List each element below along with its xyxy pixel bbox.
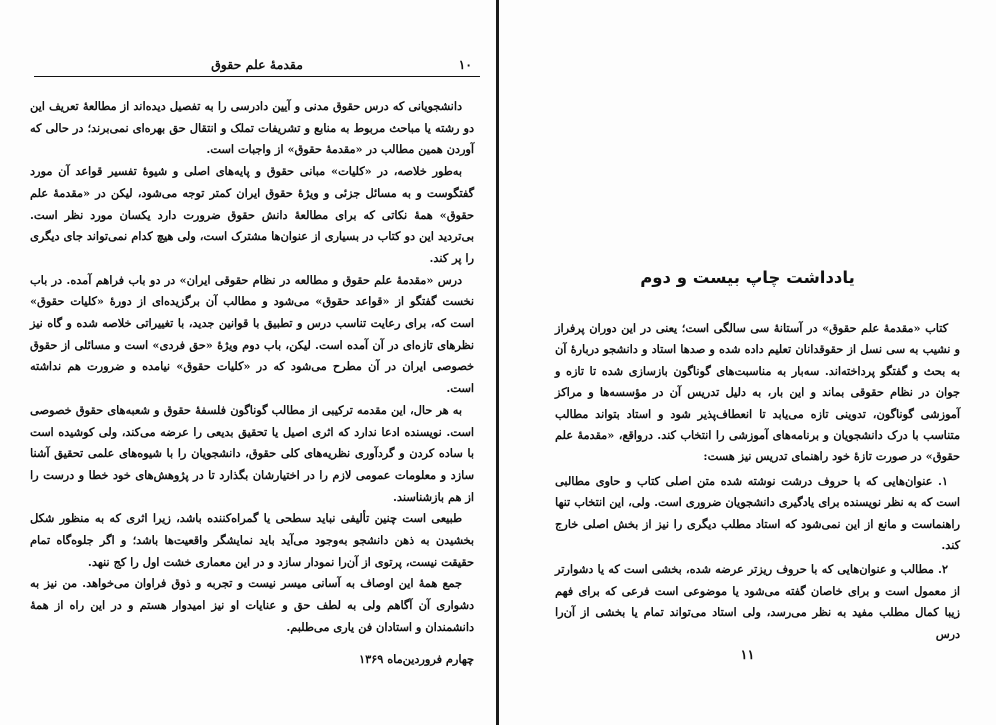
date-signature: چهارم فروردین‌ماه ۱۳۶۹	[359, 652, 474, 666]
paragraph: جمع همهٔ این اوصاف به آسانی میسر نیست و تجربه و ذوق فراوان می‌خواهد. من نیز به دشواری آن آگاهم ولی به لطف حق و عنایات او نیز امیدوار هستم و در این راه از همهٔ دانشمندان و استادان فن یاری می‌طلبم.	[30, 576, 474, 634]
section-title: یادداشت چاپ بیست و دوم	[640, 268, 855, 287]
page-number: ۱۱	[740, 648, 755, 663]
paragraph: به هر حال، این مقدمه ترکیبی از مطالب گوناگون فلسفهٔ حقوق و شعبه‌های حقوق خصوصی است. نویسنده ادعا ندارد که اثری اصیل یا تحقیق بدیعی را عرضه می‌کند، ولی کوشیده است با ساده کردن و گردآوری نظریه‌های کلی حقوق، دانشجویان را با شیوه‌های علمی تحقیق آشنا سازد و معلومات عمومی لازم را در اختیارشان بگذارد تا در پژوهش‌های خود خطا و درست را از هم بازشناسند.	[30, 402, 474, 504]
paragraph: طبیعی است چنین تألیفی نباید سطحی یا گمراه‌کننده باشد، زیرا اثری که به منظور شکل بخشیدن به ذهن دانشجو به‌وجود می‌آید باید نمایشگر واقعیت‌ها باشد؛ و اگر جلوه‌گاه تمام حقیقت نیست، پرتوی از آن‌را نمودار سازد و در این معماری خشت اول را کج ننهد.	[30, 511, 474, 569]
left-page	[0, 0, 496, 725]
running-title: مقدمهٔ علم حقوق	[211, 57, 303, 72]
list-item: ۱. عنوان‌هایی که با حروف درشت نوشته شده متن اصلی کتاب و حاوی مطالبی است که به نظر نویسنده برای یادگیری دانشجویان ضروری است. ولی، این انتخاب تنها راهنماست و مانع از این نمی‌شود که استاد مطلب دیگری را نیز از بخش اصلی خارج کند.	[555, 473, 960, 553]
running-header	[34, 56, 480, 77]
body-text	[555, 318, 960, 645]
list-item: ۲. مطالب و عنوان‌هایی که با حروف ریزتر عرضه شده، بخشی است که یا دشوارتر از معمول است و برای خاصان گفته می‌شود یا موضوعی است فرعی که برای فهم زیبا کمال مطلب مفید به نظر می‌رسد، ولی استاد می‌تواند تمام یا بخشی از آن‌را درس	[555, 562, 960, 641]
page-number: ١٠	[458, 57, 472, 72]
body-text	[30, 96, 474, 639]
paragraph: دانشجویانی که درس حقوق مدنی و آیین دادرسی را به تفصیل دیده‌اند از مطالعهٔ تعریف این دو رشته یا مباحث مربوط به منابع و تشریفات تملک و انتقال حق بهره‌ای نمی‌برند؛ در حالی که آوردن همین مطالب در «مقدمهٔ حقوق» از واجبات است.	[30, 99, 474, 157]
paragraph: به‌طور خلاصه، در «کلیات» مبانی حقوق و پایه‌های اصلی و شیوهٔ تفسیر قواعد آن مورد گفتگوست و به مسائل جزئی و ویژهٔ حقوق ایران کمتر توجه می‌شود، لیکن در «مقدمهٔ علم حقوق» همهٔ نکاتی که برای مطالعهٔ دانش حقوق ضرورت دارد یکسان مورد نظر است. بی‌تردید این دو کتاب در بسیاری از عنوان‌ها مشترک است، ولی هیچ کدام نمی‌تواند جای دیگری را پر کند.	[30, 164, 474, 265]
paragraph: درس «مقدمهٔ علم حقوق و مطالعه در نظام حقوقی ایران» در دو باب فراهم آمده. در باب نخست گفتگو از «قواعد حقوق» می‌شود و مطالب آن برگزیده‌ای از دورهٔ «کلیات حقوق» است که، برای رعایت تناسب درس و تطبیق با قوانین جدید، با تغییراتی خلاصه شده و گاه نیز نظرهای تازه‌ای در آن آمده است. لیکن، باب دوم ویژهٔ «حق فردی» است و مسائلی از حقوق خصوصی ایران در آن مطرح می‌شود که در «کلیات حقوق» نیامده و ضرورت هم نداشته است.	[30, 272, 474, 396]
right-page	[499, 0, 996, 725]
paragraph: کتاب «مقدمهٔ علم حقوق» در آستانهٔ سی سالگی است؛ یعنی در این دوران پرفراز و نشیب به سی نسل از حقوقدانان تعلیم داده شده و صدها استاد و دانشجو دربارهٔ آن به بحث و گفتگو پرداخته‌اند. سه‌بار به مناسبت‌های گوناگون بازسازی شده تا تازه و جوان در نظام حقوقی بماند و این بار، به دلیل تدریس آن در مؤسسه‌ها و مراکز آموزشی گوناگون، تدوینی تازه می‌یابد تا انعطاف‌پذیر شود و استاد بتواند مطالب متناسب با درک دانشجویان و برنامه‌های آموزشی را انتخاب کند. درواقع، «مقدمهٔ علم حقوق» در صورت تازهٔ خود راهنمای تدریس نیز هست:	[555, 321, 960, 464]
